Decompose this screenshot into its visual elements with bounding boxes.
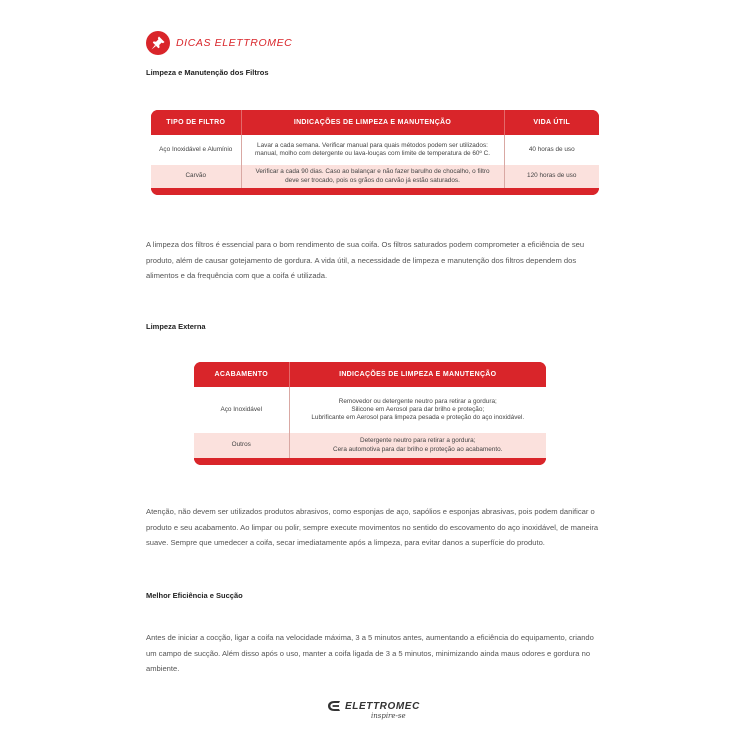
filters-table — [151, 110, 599, 195]
table-footer-band — [194, 458, 546, 465]
table-footer-band — [151, 188, 599, 195]
instruction-line: Detergente neutro para retirar a gordura; — [360, 437, 476, 445]
efficiency-paragraph: Antes de iniciar a cocção, ligar a coifa na velocidade máxima, 3 a 5 minutos antes, aumentando a eficiência do equipamento, criando um campo de sucção. Além disso após o uso, manter a coifa ligada de 3 a 5 minutos, minimizando ainda maus odores e gordura no ambiente. — [146, 633, 594, 673]
elettromec-logo-icon — [327, 700, 341, 712]
instructions-cell — [241, 165, 504, 188]
column-header-filter-type: TIPO DE FILTRO — [151, 110, 241, 135]
filter-type-cell: Aço Inoxidável e Alumínio — [151, 135, 241, 165]
section-title-external: Limpeza Externa — [146, 322, 206, 331]
instruction-line: Lubrificante em Aerosol para limpeza pesada e proteção do aço inoxidável. — [311, 414, 525, 422]
table-row — [194, 433, 546, 458]
life-cell: 40 horas de uso — [504, 135, 599, 165]
finish-cell: Aço Inoxidável — [194, 387, 289, 433]
instruction-line: Verificar a cada 90 dias. Caso ao balançar e não fazer barulho de chocalho, o filtro — [255, 168, 490, 176]
filter-type-cell: Carvão — [151, 165, 241, 188]
pushpin-icon — [146, 31, 170, 55]
header-title: DICAS ELETTROMEC — [176, 37, 293, 49]
instruction-line: Silicone em Aerosol para dar brilho e proteção; — [351, 405, 485, 413]
instructions-cell — [289, 387, 546, 433]
instruction-line: Lavar a cada semana. Verificar manual para quais métodos podem ser utilizados: — [257, 141, 488, 149]
footer-tagline: inspire-se — [371, 712, 406, 720]
external-cleaning-table — [194, 362, 546, 465]
instruction-line: Cera automotiva para dar brilho e proteção ao acabamento. — [333, 445, 503, 453]
column-header-instructions: INDICAÇÕES DE LIMPEZA E MANUTENÇÃO — [289, 362, 546, 387]
footer-brand-name: ELETTROMEC — [345, 700, 420, 712]
footer-logo — [327, 700, 437, 728]
instruction-line: Removedor ou detergente neutro para retirar a gordura; — [338, 397, 497, 405]
section-title-efficiency: Melhor Eficiência e Sucção — [146, 591, 243, 600]
page-header — [146, 30, 292, 56]
instruction-line: deve ser trocado, pois os grãos do carvão já estão saturados. — [285, 176, 460, 184]
external-cleaning-paragraph: Atenção, não devem ser utilizados produtos abrasivos, como esponjas de aço, sapólios e esponjas abrasivas, pois podem danificar o produto e seu acabamento. Ao limpar ou polir, sempre execute movimentos no sentido do escovamento do aço inoxidável, de maneira suave. Sempre que umedecer a coifa, secar imediatamente após a limpeza, para evitar danos a superfície do produto. — [146, 507, 599, 547]
filters-paragraph: A limpeza dos filtros é essencial para o bom rendimento de sua coifa. Os filtros saturados podem comprometer a eficiência de seu produto, além de causar gotejamento de gordura. A vida útil, a necessidade de limpeza e manutenção dos filtros dependem dos alimentos e da frequência com que a coifa é utilizada. — [146, 240, 585, 280]
finish-cell: Outros — [194, 433, 289, 458]
table-row — [151, 135, 599, 165]
column-header-life: VIDA ÚTIL — [504, 110, 599, 135]
life-cell: 120 horas de uso — [504, 165, 599, 188]
table-row — [194, 387, 546, 433]
column-header-finish: ACABAMENTO — [194, 362, 289, 387]
table-row — [151, 165, 599, 188]
instructions-cell — [241, 135, 504, 165]
instruction-line: manual, molho com detergente ou lava-louças com limite de temperatura de 60º C. — [254, 150, 490, 157]
column-header-instructions: INDICAÇÕES DE LIMPEZA E MANUTENÇÃO — [241, 110, 504, 135]
section-title-filters: Limpeza e Manutenção dos Filtros — [146, 68, 269, 77]
instructions-cell — [289, 433, 546, 458]
